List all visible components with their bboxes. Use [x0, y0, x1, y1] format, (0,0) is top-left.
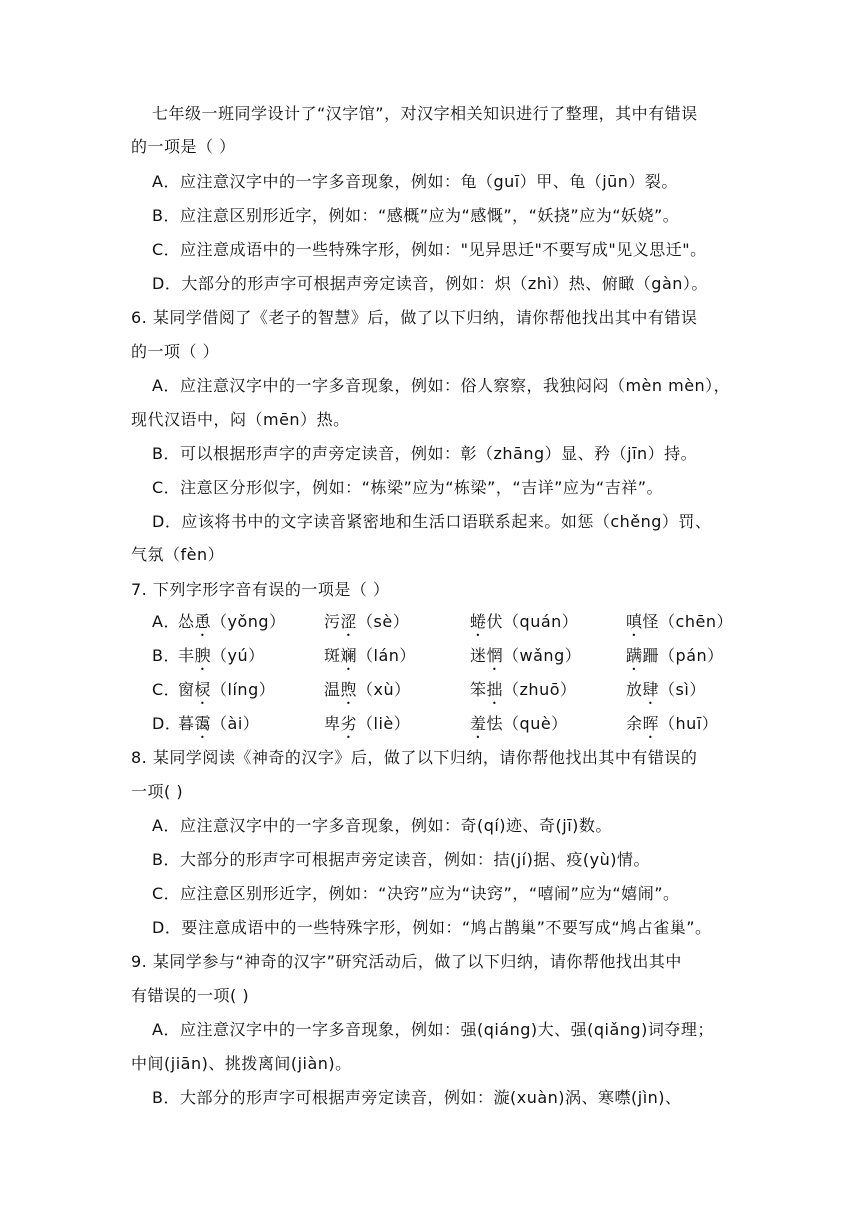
q7-word-char: 窗	[178, 680, 195, 699]
q7-word-pinyin: （xù）	[357, 680, 411, 699]
q7-word-pinyin: （zhuō）	[503, 680, 577, 699]
q7-word-dotted-char: 拙	[486, 680, 504, 699]
q7-word-pinyin: （yú）	[211, 646, 265, 665]
q7-word-pinyin: （sè）	[357, 612, 410, 631]
q7-word-dotted-char: 惘	[486, 646, 504, 665]
q5-stem-line2: 的一项是（ ）	[131, 137, 236, 156]
q7-word	[626, 714, 718, 742]
q7-word-pinyin: （wǎng）	[503, 646, 582, 665]
q7-option-label: D．	[152, 714, 182, 733]
q7-word-dotted-char: 恿	[194, 612, 212, 631]
q6-stem-line1: 6. 某同学借阅了《老子的智慧》后，做了以下归纳，请你帮他找出其中有错误	[131, 308, 698, 327]
q7-word-char: 笨	[470, 680, 487, 699]
q6-stem-line2: 的一项（ ）	[131, 342, 220, 361]
q7-word	[470, 714, 568, 742]
q9-stem-line2: 有错误的一项( )	[131, 986, 250, 1005]
q7-word	[178, 646, 265, 674]
q7-word-char: 跚	[642, 646, 660, 665]
q7-word-pinyin: （què）	[503, 714, 568, 733]
q6-option-c: C．注意区分形似字，例如：“栋梁”应为“栋梁”，“吉详”应为“吉祥”。	[152, 478, 663, 497]
q7-word-char: 卑	[324, 714, 341, 733]
q7-word-pinyin: （liè）	[357, 714, 411, 733]
q7-word-pinyin: （yǒng）	[211, 612, 286, 631]
q7-word	[470, 612, 578, 640]
q7-stem: 7. 下列字形字音有误的一项是（ ）	[131, 580, 390, 599]
q7-word	[470, 646, 581, 674]
q7-word	[470, 680, 577, 708]
q7-word-char: 斑	[324, 646, 341, 665]
q7-word	[324, 646, 416, 674]
q5-option-a: A．应注意汉字中的一字多音现象，例如：龟（guī）甲、龟（jūn）裂。	[152, 172, 678, 191]
q7-option-label: B．	[152, 646, 180, 665]
q7-word-pinyin: （pán）	[659, 646, 724, 665]
q7-word	[324, 612, 409, 640]
q7-word-pinyin: （huī）	[659, 714, 719, 733]
q8-option-c: C．应注意区别形近字，例如：“决窍”应为“诀窍”，“嘻闹”应为“嬉闹”。	[152, 884, 680, 903]
q7-option-label: A．	[152, 612, 180, 631]
q7-word-char: 暮	[178, 714, 195, 733]
q7-word-dotted-char: 涩	[340, 612, 358, 631]
q6-option-a-line1: A．应注意汉字中的一字多音现象，例如：俗人察察，我独闷闷（mèn mèn），	[152, 376, 731, 395]
q8-option-a: A．应注意汉字中的一字多音现象，例如：奇(qí)迹、奇(jī)数。	[152, 816, 612, 835]
q8-stem-line1: 8. 某同学阅读《神奇的汉字》后，做了以下归纳，请你帮他找出其中有错误的	[131, 748, 698, 767]
q7-word-dotted-char: 霭	[194, 714, 212, 733]
q7-word-pinyin: （líng）	[211, 680, 276, 699]
q7-word-dotted-char: 煦	[340, 680, 358, 699]
q8-option-b: B．大部分的形声字可根据声旁定读音，例如：拮(jí)据、疫(yù)情。	[152, 850, 650, 869]
q7-word-dotted-char: 肆	[642, 680, 660, 699]
q7-word-pinyin: （chēn）	[659, 612, 733, 631]
q7-word-dotted-char: 蹒	[626, 646, 643, 665]
q7-word-char: 怯	[486, 714, 504, 733]
q7-word-dotted-char: 棂	[194, 680, 212, 699]
q8-option-d: D．要注意成语中的一些特殊字形，例如：“鸠占鹊巢”不要写成“鸠占雀巢”。	[152, 918, 712, 937]
q9-option-a-line1: A．应注意汉字中的一字多音现象，例如：强(qiáng)大、强(qiǎng)词夺理；	[152, 1020, 714, 1039]
q8-stem-line2: 一项( )	[131, 782, 184, 801]
q7-word	[324, 714, 410, 742]
q7-word-char: 放	[626, 680, 643, 699]
q7-word	[324, 680, 411, 708]
q5-option-b: B．应注意区别形近字，例如：“感概”应为“感慨”，“妖挠”应为“妖娆”。	[152, 206, 680, 225]
q6-option-d-line1: D．应该将书中的文字读音紧密地和生活口语联系起来。如惩（chěng）罚、	[152, 512, 712, 531]
q7-word-pinyin: （sì）	[659, 680, 706, 699]
q7-word	[626, 612, 733, 640]
q5-option-d: D．大部分的形声字可根据声旁定读音，例如：炽（zhì）热、俯瞰（gàn）。	[152, 274, 708, 293]
q7-word-char: 迷	[470, 646, 487, 665]
q7-word-dotted-char: 劣	[340, 714, 358, 733]
q7-word-dotted-char: 斓	[340, 646, 358, 665]
q6-option-a-line2: 现代汉语中，闷（mēn）热。	[131, 410, 350, 429]
q7-word-char: 丰	[178, 646, 195, 665]
q7-word	[178, 680, 275, 708]
q7-word-char: 污	[324, 612, 341, 631]
q7-word-dotted-char: 羞	[470, 714, 487, 733]
q7-word-dotted-char: 蜷	[470, 612, 487, 631]
q5-stem-line1: 七年级一班同学设计了“汉字馆”，对汉字相关知识进行了整理，其中有错误	[152, 104, 698, 123]
q7-word	[178, 714, 259, 742]
q7-word	[178, 612, 286, 640]
q9-option-b: B．大部分的形声字可根据声旁定读音，例如：漩(xuàn)涡、寒噤(jìn)、	[152, 1088, 682, 1107]
q7-option-label: C．	[152, 680, 181, 699]
q7-word-pinyin: （ài）	[211, 714, 260, 733]
q7-word-dotted-char: 晖	[642, 714, 660, 733]
q7-word-pinyin: （quán）	[503, 612, 579, 631]
q9-option-a-line2: 中间(jiān)、挑拨离间(jiàn)。	[131, 1054, 352, 1073]
q7-word-char: 温	[324, 680, 341, 699]
q6-option-d-line2: 气氛（fèn）	[131, 545, 225, 564]
q5-option-c: C．应注意成语中的一些特殊字形，例如："见异思迁"不要写成"见义思迁"。	[152, 240, 707, 259]
q7-word-char: 余	[626, 714, 643, 733]
q9-stem-line1: 9. 某同学参与“神奇的汉字”研究活动后，做了以下归纳，请你帮他找出其中	[131, 952, 682, 971]
q7-word-char: 怪	[642, 612, 660, 631]
q7-word-char: 怂	[178, 612, 195, 631]
q7-word-pinyin: （lán）	[357, 646, 416, 665]
q7-word-dotted-char: 嗔	[626, 612, 643, 631]
q7-word	[626, 680, 706, 708]
q7-word	[626, 646, 724, 674]
q7-word-dotted-char: 腴	[194, 646, 212, 665]
q6-option-b: B．可以根据形声字的声旁定读音，例如：彰（zhāng）显、矜（jīn）持。	[152, 444, 698, 463]
q7-word-char: 伏	[486, 612, 504, 631]
